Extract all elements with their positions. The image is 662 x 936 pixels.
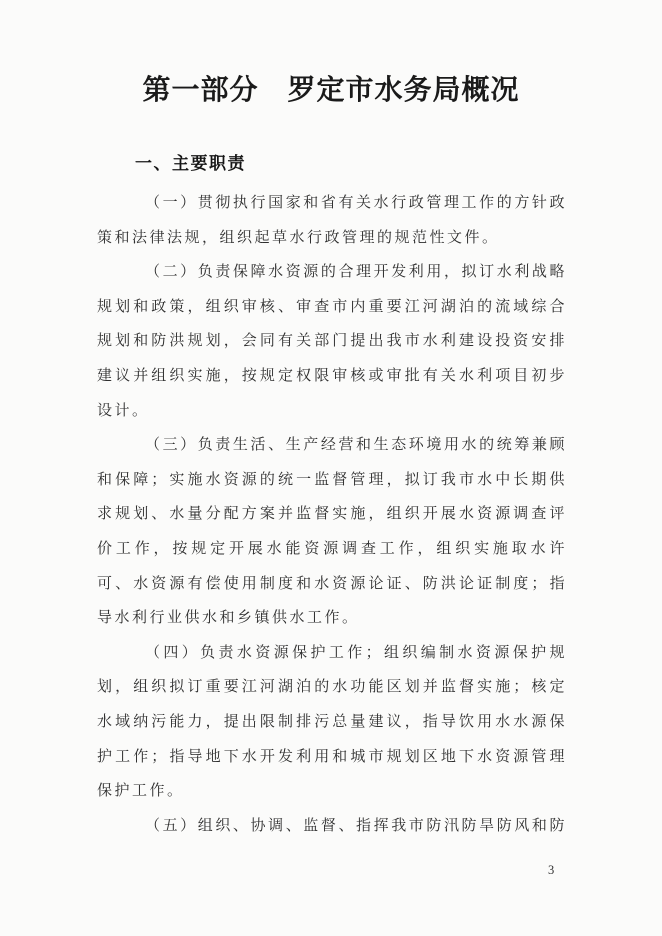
document-title: 第一部分 罗定市水务局概况 bbox=[142, 75, 520, 106]
page-number: 3 bbox=[548, 863, 555, 877]
paragraph-duty-4: （四）负责水资源保护工作；组织编制水资源保护规划，组织拟订重要江河湖泊的水功能区划并监督实施；核定水域纳污能力，提出限制排污总量建议，指导饮用水水源保护工作；指导地下水开发利用和城市规划区地下水资源管理保护工作。 bbox=[97, 644, 567, 800]
paragraph-duty-2: （二）负责保障水资源的合理开发利用，拟订水利战略规划和政策，组织审核、审查市内重要江河湖泊的流域综合规划和防洪规划，会同有关部门提出我市水利建设投资安排建议并组织实施，按规定权限审核或审批有关水利项目初步设计。 bbox=[97, 264, 567, 419]
paragraph-duty-5: （五）组织、协调、监督、指挥我市防汛防旱防风和防 bbox=[145, 817, 567, 834]
paragraph-duty-1: （一）贯彻执行国家和省有关水行政管理工作的方针政策和法律法规，组织起草水行政管理的规范性文件。 bbox=[97, 195, 567, 246]
paragraph-list bbox=[97, 186, 567, 843]
document-body bbox=[97, 154, 567, 843]
paragraph-duty-3: （三）负责生活、生产经营和生态环境用水的统筹兼顾和保障；实施水资源的统一监督管理，拟订我市水中长期供求规划、水量分配方案并监督实施，组织开展水资源调查评价工作，按规定开展水能资源调查工作，组织实施取水许可、水资源有偿使用制度和水资源论证、防洪论证制度；指导水利行业供水和乡镇供水工作。 bbox=[97, 437, 567, 627]
section-heading: 一、主要职责 bbox=[135, 154, 246, 173]
